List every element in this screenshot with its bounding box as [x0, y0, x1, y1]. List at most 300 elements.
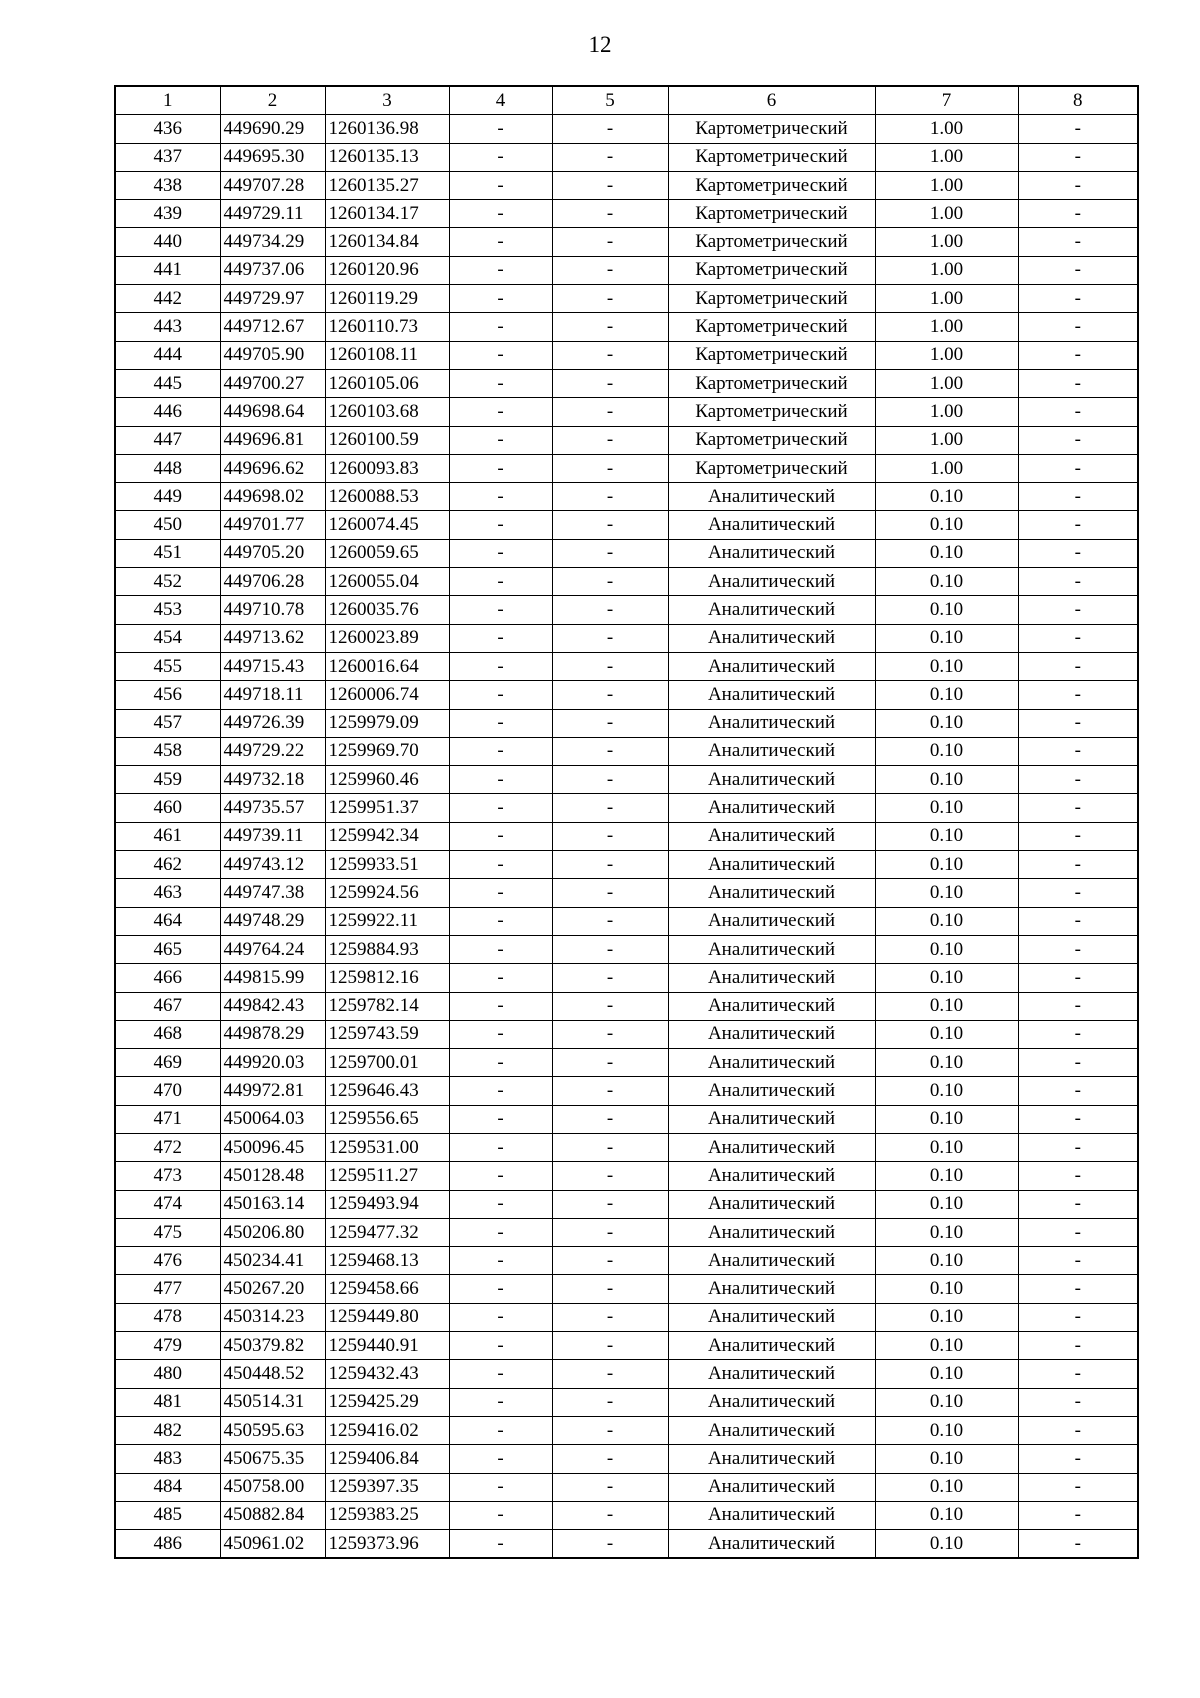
point-number-cell: 472	[115, 1133, 220, 1161]
x-coordinate-cell: 450128.48	[220, 1162, 325, 1190]
column-5-cell: -	[552, 624, 668, 652]
x-coordinate-cell: 450758.00	[220, 1473, 325, 1501]
column-header: 7	[875, 86, 1018, 115]
column-4-cell: -	[449, 596, 552, 624]
column-8-cell: -	[1018, 992, 1138, 1020]
point-number-cell: 463	[115, 879, 220, 907]
point-number-cell: 468	[115, 1020, 220, 1048]
column-4-cell: -	[449, 1530, 552, 1559]
accuracy-cell: 0.10	[875, 1445, 1018, 1473]
y-coordinate-cell: 1260119.29	[325, 285, 449, 313]
y-coordinate-cell: 1260023.89	[325, 624, 449, 652]
method-cell: Аналитический	[668, 851, 875, 879]
point-number-cell: 440	[115, 228, 220, 256]
table-row	[115, 1445, 1138, 1473]
accuracy-cell: 1.00	[875, 341, 1018, 369]
column-5-cell: -	[552, 313, 668, 341]
point-number-cell: 444	[115, 341, 220, 369]
column-5-cell: -	[552, 1275, 668, 1303]
method-cell: Аналитический	[668, 511, 875, 539]
method-cell: Аналитический	[668, 1360, 875, 1388]
accuracy-cell: 0.10	[875, 851, 1018, 879]
column-8-cell: -	[1018, 1218, 1138, 1246]
method-cell: Аналитический	[668, 907, 875, 935]
x-coordinate-cell: 449696.81	[220, 426, 325, 454]
column-8-cell: -	[1018, 596, 1138, 624]
y-coordinate-cell: 1259924.56	[325, 879, 449, 907]
y-coordinate-cell: 1260120.96	[325, 256, 449, 284]
method-cell: Картометрический	[668, 171, 875, 199]
column-8-cell: -	[1018, 681, 1138, 709]
x-coordinate-cell: 450234.41	[220, 1247, 325, 1275]
accuracy-cell: 1.00	[875, 256, 1018, 284]
x-coordinate-cell: 449748.29	[220, 907, 325, 935]
point-number-cell: 439	[115, 200, 220, 228]
point-number-cell: 479	[115, 1332, 220, 1360]
column-8-cell: -	[1018, 1077, 1138, 1105]
point-number-cell: 462	[115, 851, 220, 879]
column-5-cell: -	[552, 228, 668, 256]
x-coordinate-cell: 449705.90	[220, 341, 325, 369]
point-number-cell: 467	[115, 992, 220, 1020]
y-coordinate-cell: 1259933.51	[325, 851, 449, 879]
table-row	[115, 794, 1138, 822]
method-cell: Картометрический	[668, 454, 875, 482]
method-cell: Аналитический	[668, 1416, 875, 1444]
method-cell: Аналитический	[668, 652, 875, 680]
accuracy-cell: 0.10	[875, 907, 1018, 935]
column-4-cell: -	[449, 1020, 552, 1048]
column-8-cell: -	[1018, 426, 1138, 454]
column-4-cell: -	[449, 539, 552, 567]
accuracy-cell: 0.10	[875, 1303, 1018, 1331]
column-4-cell: -	[449, 681, 552, 709]
x-coordinate-cell: 450267.20	[220, 1275, 325, 1303]
column-8-cell: -	[1018, 369, 1138, 397]
method-cell: Аналитический	[668, 596, 875, 624]
column-4-cell: -	[449, 709, 552, 737]
y-coordinate-cell: 1259942.34	[325, 822, 449, 850]
x-coordinate-cell: 449747.38	[220, 879, 325, 907]
table-row	[115, 369, 1138, 397]
column-5-cell: -	[552, 851, 668, 879]
column-8-cell: -	[1018, 454, 1138, 482]
column-header: 1	[115, 86, 220, 115]
table-row	[115, 1247, 1138, 1275]
accuracy-cell: 0.10	[875, 794, 1018, 822]
column-5-cell: -	[552, 681, 668, 709]
column-8-cell: -	[1018, 143, 1138, 171]
table-row	[115, 709, 1138, 737]
point-number-cell: 452	[115, 568, 220, 596]
column-header: 6	[668, 86, 875, 115]
method-cell: Аналитический	[668, 822, 875, 850]
method-cell: Аналитический	[668, 1445, 875, 1473]
column-8-cell: -	[1018, 1360, 1138, 1388]
accuracy-cell: 0.10	[875, 1275, 1018, 1303]
column-4-cell: -	[449, 1416, 552, 1444]
y-coordinate-cell: 1259979.09	[325, 709, 449, 737]
table-row	[115, 1049, 1138, 1077]
point-number-cell: 457	[115, 709, 220, 737]
x-coordinate-cell: 449739.11	[220, 822, 325, 850]
column-4-cell: -	[449, 1303, 552, 1331]
y-coordinate-cell: 1259458.66	[325, 1275, 449, 1303]
table-row	[115, 1303, 1138, 1331]
accuracy-cell: 0.10	[875, 681, 1018, 709]
column-5-cell: -	[552, 1332, 668, 1360]
x-coordinate-cell: 450448.52	[220, 1360, 325, 1388]
page-number: 12	[588, 32, 612, 57]
x-coordinate-cell: 449700.27	[220, 369, 325, 397]
method-cell: Аналитический	[668, 1077, 875, 1105]
x-coordinate-cell: 450096.45	[220, 1133, 325, 1161]
column-8-cell: -	[1018, 200, 1138, 228]
column-4-cell: -	[449, 879, 552, 907]
table-row	[115, 596, 1138, 624]
method-cell: Аналитический	[668, 681, 875, 709]
x-coordinate-cell: 449842.43	[220, 992, 325, 1020]
y-coordinate-cell: 1260136.98	[325, 115, 449, 143]
table-row	[115, 398, 1138, 426]
table-row	[115, 1388, 1138, 1416]
column-5-cell: -	[552, 511, 668, 539]
accuracy-cell: 0.10	[875, 652, 1018, 680]
column-header: 5	[552, 86, 668, 115]
table-row	[115, 1162, 1138, 1190]
column-8-cell: -	[1018, 879, 1138, 907]
column-8-cell: -	[1018, 483, 1138, 511]
column-4-cell: -	[449, 115, 552, 143]
column-5-cell: -	[552, 822, 668, 850]
column-5-cell: -	[552, 568, 668, 596]
table-row	[115, 935, 1138, 963]
x-coordinate-cell: 449729.11	[220, 200, 325, 228]
table-row	[115, 115, 1138, 143]
point-number-cell: 478	[115, 1303, 220, 1331]
x-coordinate-cell: 449715.43	[220, 652, 325, 680]
column-4-cell: -	[449, 171, 552, 199]
x-coordinate-cell: 450314.23	[220, 1303, 325, 1331]
method-cell: Аналитический	[668, 1388, 875, 1416]
column-4-cell: -	[449, 964, 552, 992]
point-number-cell: 447	[115, 426, 220, 454]
accuracy-cell: 1.00	[875, 313, 1018, 341]
column-5-cell: -	[552, 1247, 668, 1275]
column-5-cell: -	[552, 171, 668, 199]
column-4-cell: -	[449, 228, 552, 256]
table-row	[115, 766, 1138, 794]
column-4-cell: -	[449, 256, 552, 284]
table-row	[115, 737, 1138, 765]
table-row	[115, 171, 1138, 199]
column-4-cell: -	[449, 426, 552, 454]
x-coordinate-cell: 449698.02	[220, 483, 325, 511]
accuracy-cell: 0.10	[875, 624, 1018, 652]
y-coordinate-cell: 1259373.96	[325, 1530, 449, 1559]
y-coordinate-cell: 1259468.13	[325, 1247, 449, 1275]
column-8-cell: -	[1018, 511, 1138, 539]
column-8-cell: -	[1018, 1162, 1138, 1190]
column-8-cell: -	[1018, 1388, 1138, 1416]
column-5-cell: -	[552, 964, 668, 992]
y-coordinate-cell: 1260035.76	[325, 596, 449, 624]
column-5-cell: -	[552, 1218, 668, 1246]
point-number-cell: 482	[115, 1416, 220, 1444]
x-coordinate-cell: 449713.62	[220, 624, 325, 652]
column-5-cell: -	[552, 454, 668, 482]
accuracy-cell: 1.00	[875, 143, 1018, 171]
column-5-cell: -	[552, 1473, 668, 1501]
y-coordinate-cell: 1259556.65	[325, 1105, 449, 1133]
column-5-cell: -	[552, 483, 668, 511]
column-4-cell: -	[449, 1162, 552, 1190]
column-5-cell: -	[552, 369, 668, 397]
y-coordinate-cell: 1260103.68	[325, 398, 449, 426]
column-5-cell: -	[552, 1530, 668, 1559]
point-number-cell: 483	[115, 1445, 220, 1473]
point-number-cell: 443	[115, 313, 220, 341]
point-number-cell: 437	[115, 143, 220, 171]
y-coordinate-cell: 1260135.13	[325, 143, 449, 171]
accuracy-cell: 1.00	[875, 228, 1018, 256]
column-5-cell: -	[552, 1501, 668, 1529]
accuracy-cell: 0.10	[875, 935, 1018, 963]
accuracy-cell: 1.00	[875, 398, 1018, 426]
point-number-cell: 480	[115, 1360, 220, 1388]
column-5-cell: -	[552, 398, 668, 426]
y-coordinate-cell: 1259449.80	[325, 1303, 449, 1331]
x-coordinate-cell: 449712.67	[220, 313, 325, 341]
column-5-cell: -	[552, 907, 668, 935]
point-number-cell: 485	[115, 1501, 220, 1529]
column-4-cell: -	[449, 737, 552, 765]
column-4-cell: -	[449, 1077, 552, 1105]
accuracy-cell: 0.10	[875, 1473, 1018, 1501]
table-row	[115, 228, 1138, 256]
column-5-cell: -	[552, 879, 668, 907]
table-row	[115, 568, 1138, 596]
column-5-cell: -	[552, 1020, 668, 1048]
accuracy-cell: 1.00	[875, 285, 1018, 313]
column-5-cell: -	[552, 1162, 668, 1190]
method-cell: Аналитический	[668, 1020, 875, 1048]
y-coordinate-cell: 1260006.74	[325, 681, 449, 709]
accuracy-cell: 0.10	[875, 964, 1018, 992]
column-4-cell: -	[449, 568, 552, 596]
column-4-cell: -	[449, 341, 552, 369]
column-header: 2	[220, 86, 325, 115]
column-5-cell: -	[552, 1105, 668, 1133]
accuracy-cell: 0.10	[875, 709, 1018, 737]
column-8-cell: -	[1018, 851, 1138, 879]
accuracy-cell: 0.10	[875, 1247, 1018, 1275]
column-4-cell: -	[449, 822, 552, 850]
method-cell: Аналитический	[668, 1105, 875, 1133]
column-8-cell: -	[1018, 341, 1138, 369]
accuracy-cell: 0.10	[875, 737, 1018, 765]
x-coordinate-cell: 449726.39	[220, 709, 325, 737]
method-cell: Аналитический	[668, 766, 875, 794]
method-cell: Аналитический	[668, 1049, 875, 1077]
accuracy-cell: 0.10	[875, 1162, 1018, 1190]
y-coordinate-cell: 1260055.04	[325, 568, 449, 596]
column-4-cell: -	[449, 454, 552, 482]
accuracy-cell: 1.00	[875, 369, 1018, 397]
y-coordinate-cell: 1260088.53	[325, 483, 449, 511]
y-coordinate-cell: 1259432.43	[325, 1360, 449, 1388]
accuracy-cell: 0.10	[875, 511, 1018, 539]
method-cell: Аналитический	[668, 1247, 875, 1275]
point-number-cell: 486	[115, 1530, 220, 1559]
table-row	[115, 313, 1138, 341]
column-5-cell: -	[552, 256, 668, 284]
x-coordinate-cell: 449706.28	[220, 568, 325, 596]
x-coordinate-cell: 450064.03	[220, 1105, 325, 1133]
point-number-cell: 464	[115, 907, 220, 935]
column-5-cell: -	[552, 1303, 668, 1331]
method-cell: Аналитический	[668, 624, 875, 652]
table-row	[115, 1077, 1138, 1105]
x-coordinate-cell: 449737.06	[220, 256, 325, 284]
point-number-cell: 446	[115, 398, 220, 426]
point-number-cell: 481	[115, 1388, 220, 1416]
x-coordinate-cell: 450675.35	[220, 1445, 325, 1473]
accuracy-cell: 0.10	[875, 1388, 1018, 1416]
column-8-cell: -	[1018, 228, 1138, 256]
column-4-cell: -	[449, 1049, 552, 1077]
table-row	[115, 1133, 1138, 1161]
accuracy-cell: 0.10	[875, 1133, 1018, 1161]
column-5-cell: -	[552, 539, 668, 567]
x-coordinate-cell: 449743.12	[220, 851, 325, 879]
method-cell: Аналитический	[668, 1473, 875, 1501]
column-8-cell: -	[1018, 1530, 1138, 1559]
y-coordinate-cell: 1259743.59	[325, 1020, 449, 1048]
column-5-cell: -	[552, 1049, 668, 1077]
y-coordinate-cell: 1259922.11	[325, 907, 449, 935]
table-row	[115, 1105, 1138, 1133]
x-coordinate-cell: 450206.80	[220, 1218, 325, 1246]
column-4-cell: -	[449, 907, 552, 935]
x-coordinate-cell: 449729.22	[220, 737, 325, 765]
table-row	[115, 1501, 1138, 1529]
table-row	[115, 341, 1138, 369]
column-8-cell: -	[1018, 737, 1138, 765]
y-coordinate-cell: 1259440.91	[325, 1332, 449, 1360]
y-coordinate-cell: 1259397.35	[325, 1473, 449, 1501]
table-row	[115, 454, 1138, 482]
table-row	[115, 681, 1138, 709]
method-cell: Аналитический	[668, 1190, 875, 1218]
accuracy-cell: 0.10	[875, 992, 1018, 1020]
column-8-cell: -	[1018, 1445, 1138, 1473]
column-8-cell: -	[1018, 1049, 1138, 1077]
point-number-cell: 458	[115, 737, 220, 765]
accuracy-cell: 1.00	[875, 454, 1018, 482]
column-5-cell: -	[552, 935, 668, 963]
point-number-cell: 476	[115, 1247, 220, 1275]
x-coordinate-cell: 449920.03	[220, 1049, 325, 1077]
table-row	[115, 1332, 1138, 1360]
accuracy-cell: 0.10	[875, 1416, 1018, 1444]
accuracy-cell: 0.10	[875, 766, 1018, 794]
x-coordinate-cell: 449729.97	[220, 285, 325, 313]
x-coordinate-cell: 449815.99	[220, 964, 325, 992]
method-cell: Аналитический	[668, 992, 875, 1020]
column-5-cell: -	[552, 143, 668, 171]
y-coordinate-cell: 1260059.65	[325, 539, 449, 567]
x-coordinate-cell: 449707.28	[220, 171, 325, 199]
y-coordinate-cell: 1260134.84	[325, 228, 449, 256]
method-cell: Картометрический	[668, 398, 875, 426]
point-number-cell: 449	[115, 483, 220, 511]
coordinates-table	[114, 85, 1139, 1559]
column-8-cell: -	[1018, 285, 1138, 313]
x-coordinate-cell: 449695.30	[220, 143, 325, 171]
point-number-cell: 465	[115, 935, 220, 963]
method-cell: Аналитический	[668, 1218, 875, 1246]
column-5-cell: -	[552, 737, 668, 765]
point-number-cell: 442	[115, 285, 220, 313]
table-header	[115, 86, 1138, 115]
column-4-cell: -	[449, 624, 552, 652]
table-row	[115, 822, 1138, 850]
accuracy-cell: 0.10	[875, 1501, 1018, 1529]
column-4-cell: -	[449, 1190, 552, 1218]
x-coordinate-cell: 449705.20	[220, 539, 325, 567]
column-4-cell: -	[449, 851, 552, 879]
accuracy-cell: 1.00	[875, 115, 1018, 143]
method-cell: Картометрический	[668, 285, 875, 313]
point-number-cell: 451	[115, 539, 220, 567]
column-4-cell: -	[449, 313, 552, 341]
point-number-cell: 454	[115, 624, 220, 652]
accuracy-cell: 0.10	[875, 822, 1018, 850]
accuracy-cell: 0.10	[875, 1530, 1018, 1559]
method-cell: Аналитический	[668, 1303, 875, 1331]
y-coordinate-cell: 1260105.06	[325, 369, 449, 397]
column-8-cell: -	[1018, 568, 1138, 596]
table-row	[115, 1360, 1138, 1388]
column-8-cell: -	[1018, 1247, 1138, 1275]
table-row	[115, 907, 1138, 935]
point-number-cell: 466	[115, 964, 220, 992]
column-4-cell: -	[449, 285, 552, 313]
column-5-cell: -	[552, 1133, 668, 1161]
accuracy-cell: 0.10	[875, 596, 1018, 624]
column-4-cell: -	[449, 1105, 552, 1133]
column-8-cell: -	[1018, 115, 1138, 143]
method-cell: Аналитический	[668, 737, 875, 765]
column-4-cell: -	[449, 143, 552, 171]
column-5-cell: -	[552, 1077, 668, 1105]
column-4-cell: -	[449, 398, 552, 426]
column-4-cell: -	[449, 992, 552, 1020]
method-cell: Аналитический	[668, 1275, 875, 1303]
accuracy-cell: 0.10	[875, 1049, 1018, 1077]
column-8-cell: -	[1018, 313, 1138, 341]
accuracy-cell: 0.10	[875, 1218, 1018, 1246]
table-row	[115, 624, 1138, 652]
table-body	[115, 115, 1138, 1559]
accuracy-cell: 0.10	[875, 483, 1018, 511]
column-8-cell: -	[1018, 1020, 1138, 1048]
accuracy-cell: 0.10	[875, 879, 1018, 907]
column-5-cell: -	[552, 1360, 668, 1388]
column-8-cell: -	[1018, 794, 1138, 822]
column-4-cell: -	[449, 369, 552, 397]
